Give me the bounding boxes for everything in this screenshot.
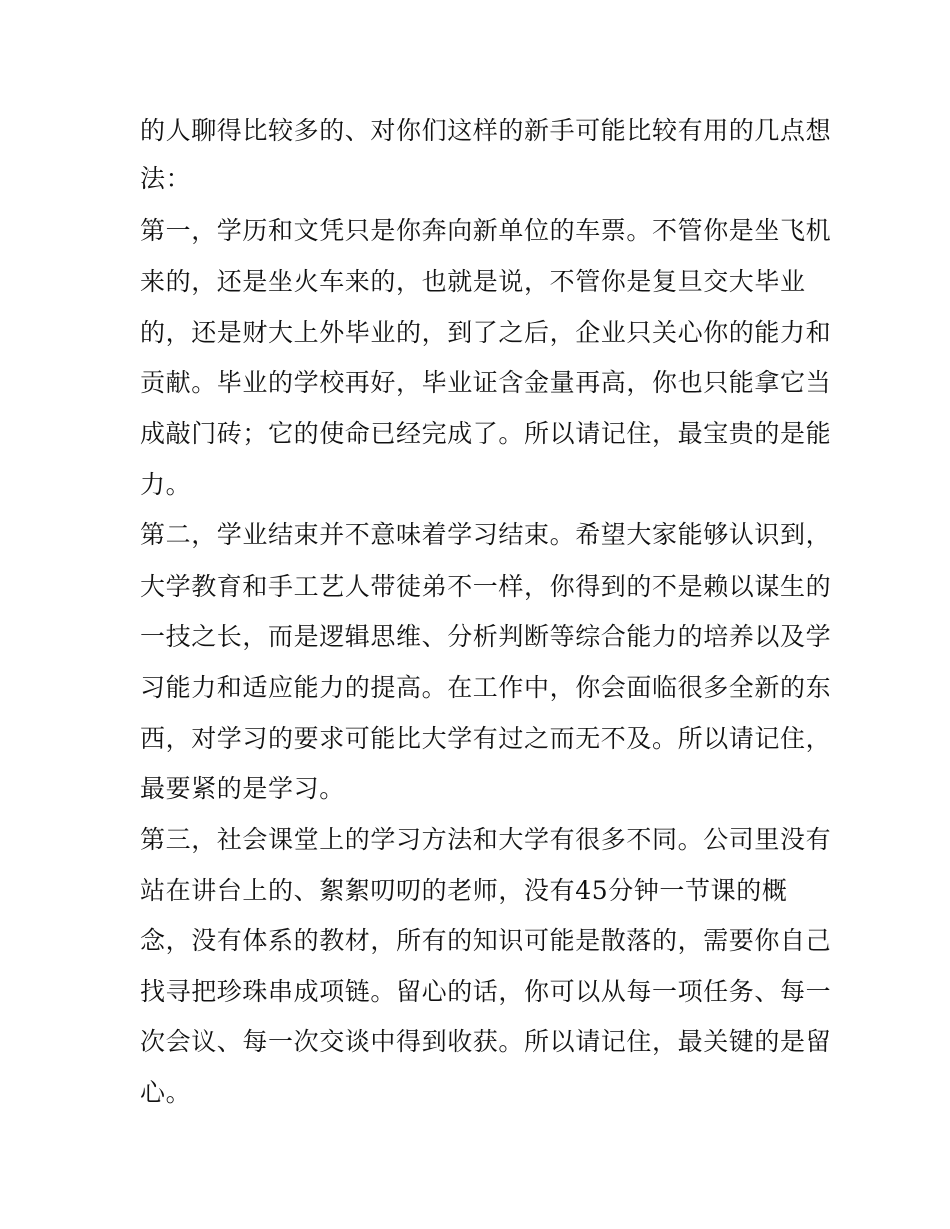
text-line: 站在讲台上的、絮絮叨叨的老师，没有45分钟一节课的概 xyxy=(140,876,788,905)
text-line: 找寻把珍珠串成项链。留心的话，你可以从每一项任务、每一 xyxy=(140,977,832,1006)
text-line: 一技之长，而是逻辑思维、分析判断等综合能力的培养以及学 xyxy=(140,622,832,651)
text-line: 最要紧的是学习。 xyxy=(140,774,345,803)
text-line: 的人聊得比较多的、对你们这样的新手可能比较有用的几点想 xyxy=(140,116,832,145)
text-line: 念，没有体系的教材，所有的知识可能是散落的，需要你自己 xyxy=(140,926,832,955)
text-line: 心。 xyxy=(140,1078,192,1107)
text-line: 西，对学习的要求可能比大学有过之而无不及。所以请记住， xyxy=(140,724,832,753)
text-line: 第二，学业结束并不意味着学习结束。希望大家能够认识到， xyxy=(140,520,832,549)
text-line: 贡献。毕业的学校再好，毕业证含金量再高，你也只能拿它当 xyxy=(140,368,832,397)
text-line: 力。 xyxy=(140,470,192,499)
text-line: 成敲门砖；它的使命已经完成了。所以请记住，最宝贵的是能 xyxy=(140,419,832,448)
text-line: 习能力和适应能力的提高。在工作中，你会面临很多全新的东 xyxy=(140,673,832,702)
text-line: 大学教育和手工艺人带徒弟不一样，你得到的不是赖以谋生的 xyxy=(140,572,832,601)
text-line: 第一，学历和文凭只是你奔向新单位的车票。不管你是坐飞机 xyxy=(140,216,832,245)
text-line: 次会议、每一次交谈中得到收获。所以请记住，最关键的是留 xyxy=(140,1027,832,1056)
text-line: 来的，还是坐火车来的，也就是说，不管你是复旦交大毕业 xyxy=(140,267,806,296)
text-line: 第三，社会课堂上的学习方法和大学有很多不同。公司里没有 xyxy=(140,825,832,854)
text-line: 法： xyxy=(140,164,192,193)
text-line: 的，还是财大上外毕业的，到了之后，企业只关心你的能力和 xyxy=(140,318,832,347)
